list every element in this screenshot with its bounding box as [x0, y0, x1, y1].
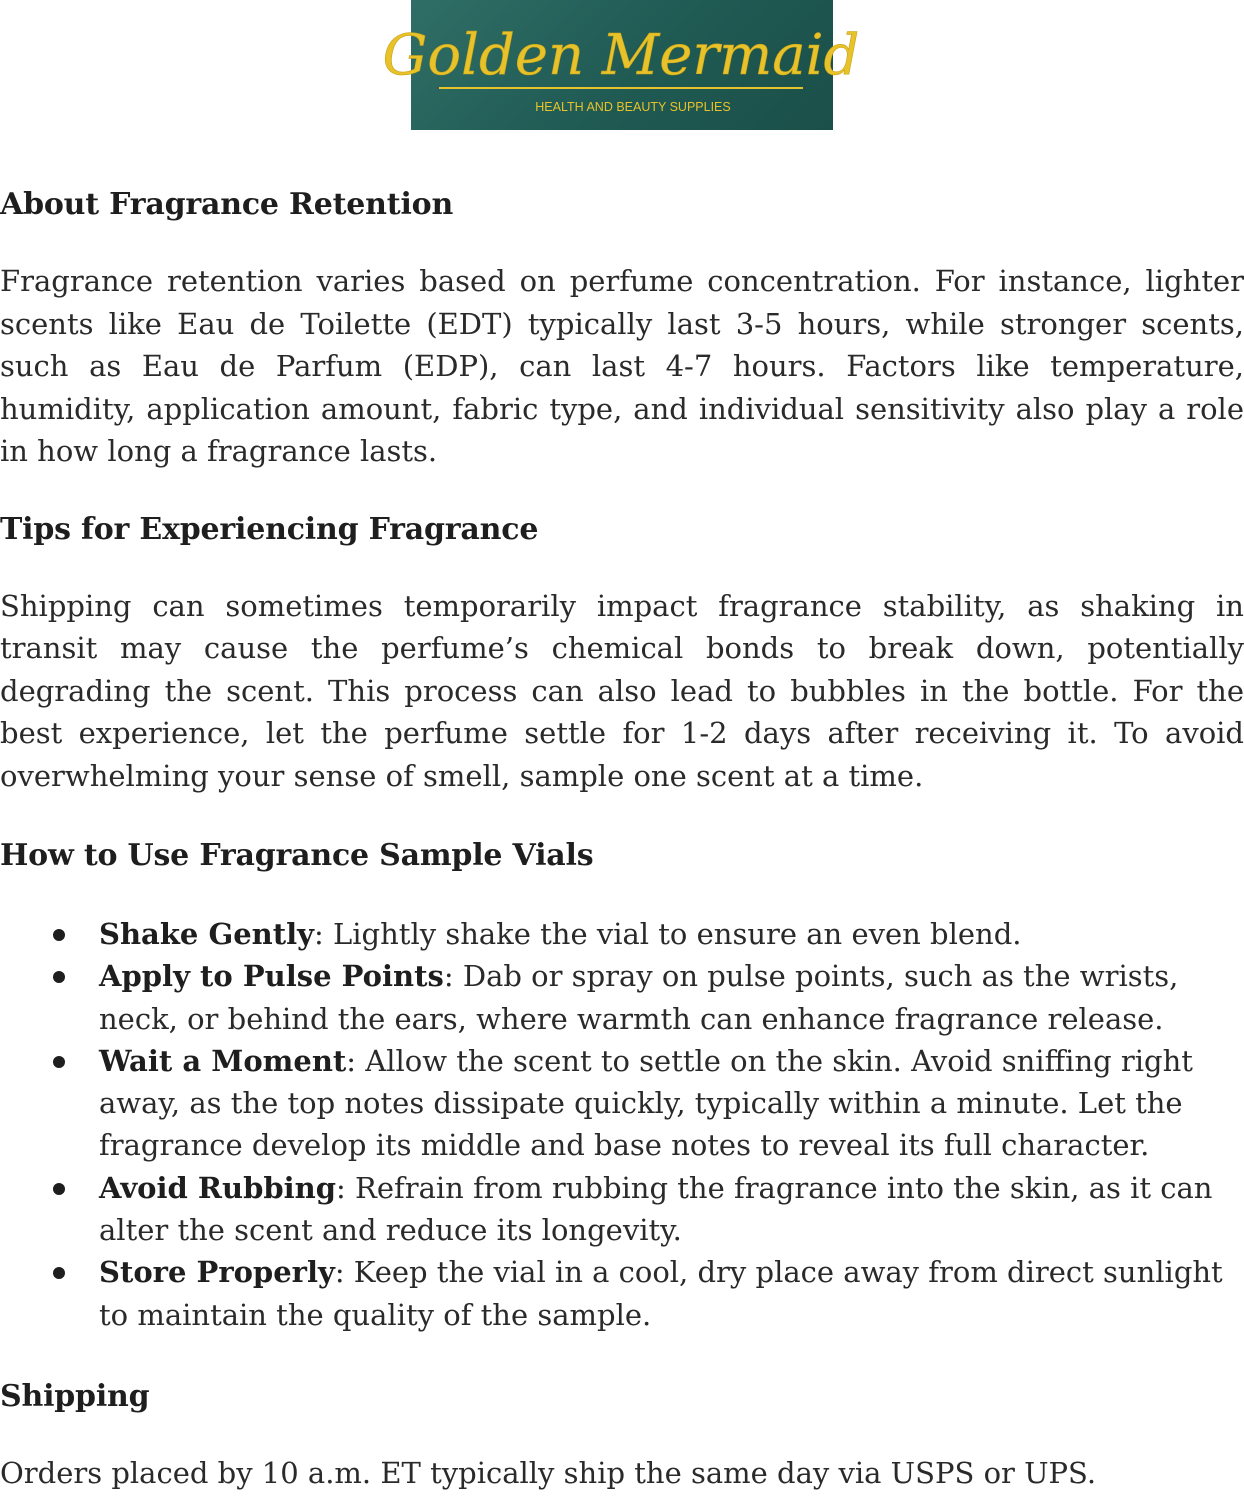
section-body-tips: Shipping can sometimes temporarily impact fragrance stability, as shaking in transit may cause the perfume’s chemical bonds to break down, potentially degrading the scent. This process can also lead to bubbles in the bottle. For the best experience, let the perfume settle for 1-2 days after receiving it. To avoid overwhelming your sense of smell, sample one scent at a time. — [0, 588, 1244, 793]
list-item-term: Apply to Pulse Points — [99, 959, 444, 994]
bullet-icon — [53, 971, 65, 983]
howto-list — [0, 913, 1244, 1336]
section-title-shipping: Shipping — [0, 1378, 150, 1414]
brand-logo — [382, 0, 860, 130]
list-item-term: Avoid Rubbing — [99, 1170, 337, 1205]
section-title-tips: Tips for Experiencing Fragrance — [0, 511, 539, 547]
section-body-retention: Fragrance retention varies based on perfume concentration. For instance, lighter scents like Eau de Toilette (EDT) typically last 3-5 hours, while stronger scents, such as Eau de Parfum (EDP), can last 4-7 hours. Factors like temperature, humidity, application amount, fabric type, and individual sensitivity also play a role in how long a fragrance lasts. — [0, 264, 1244, 468]
list-item — [0, 1167, 1244, 1252]
list-item-text: : Keep the vial in a cool, dry place away from direct sunlight to maintain the quality of the sample. — [99, 1255, 1223, 1332]
list-item — [0, 1251, 1244, 1336]
list-item — [0, 955, 1244, 1040]
brand-logo-graphic — [382, 0, 860, 130]
brand-logo-script: Golden Mermaid — [382, 23, 860, 88]
list-item-text: : Refrain from rubbing the fragrance into the skin, as it can alter the scent and reduce its longevity. — [99, 1170, 1213, 1248]
list-item-text: : Allow the scent to settle on the skin. Avoid sniffing right away, as the top notes dissipate quickly, typically within a minute. Let the fragrance develop its middle and base notes to reveal its full character. — [99, 1043, 1193, 1163]
page-content — [0, 180, 1244, 1494]
bullet-icon — [53, 1267, 65, 1279]
bullet-icon — [53, 1183, 65, 1195]
list-item — [0, 1040, 1244, 1167]
section-body-shipping: Orders placed by 10 a.m. ET typically ship the same day via USPS or UPS. — [0, 1455, 1097, 1490]
list-item — [0, 913, 1244, 955]
section-title-retention: About Fragrance Retention — [0, 187, 454, 222]
bullet-icon — [53, 1056, 65, 1068]
brand-logo-tagline: HEALTH AND BEAUTY SUPPLIES — [535, 100, 731, 114]
list-item-term: Store Properly — [99, 1255, 335, 1290]
list-item-text: : Lightly shake the vial to ensure an even blend. — [314, 917, 1022, 951]
list-item-text: : Dab or spray on pulse points, such as the wrists, neck, or behind the ears, where warmth can enhance fragrance release. — [99, 959, 1179, 1036]
section-title-howto: How to Use Fragrance Sample Vials — [0, 838, 594, 873]
list-item-term: Shake Gently — [99, 917, 315, 951]
list-item-term: Wait a Moment — [99, 1043, 347, 1078]
bullet-icon — [53, 929, 65, 941]
